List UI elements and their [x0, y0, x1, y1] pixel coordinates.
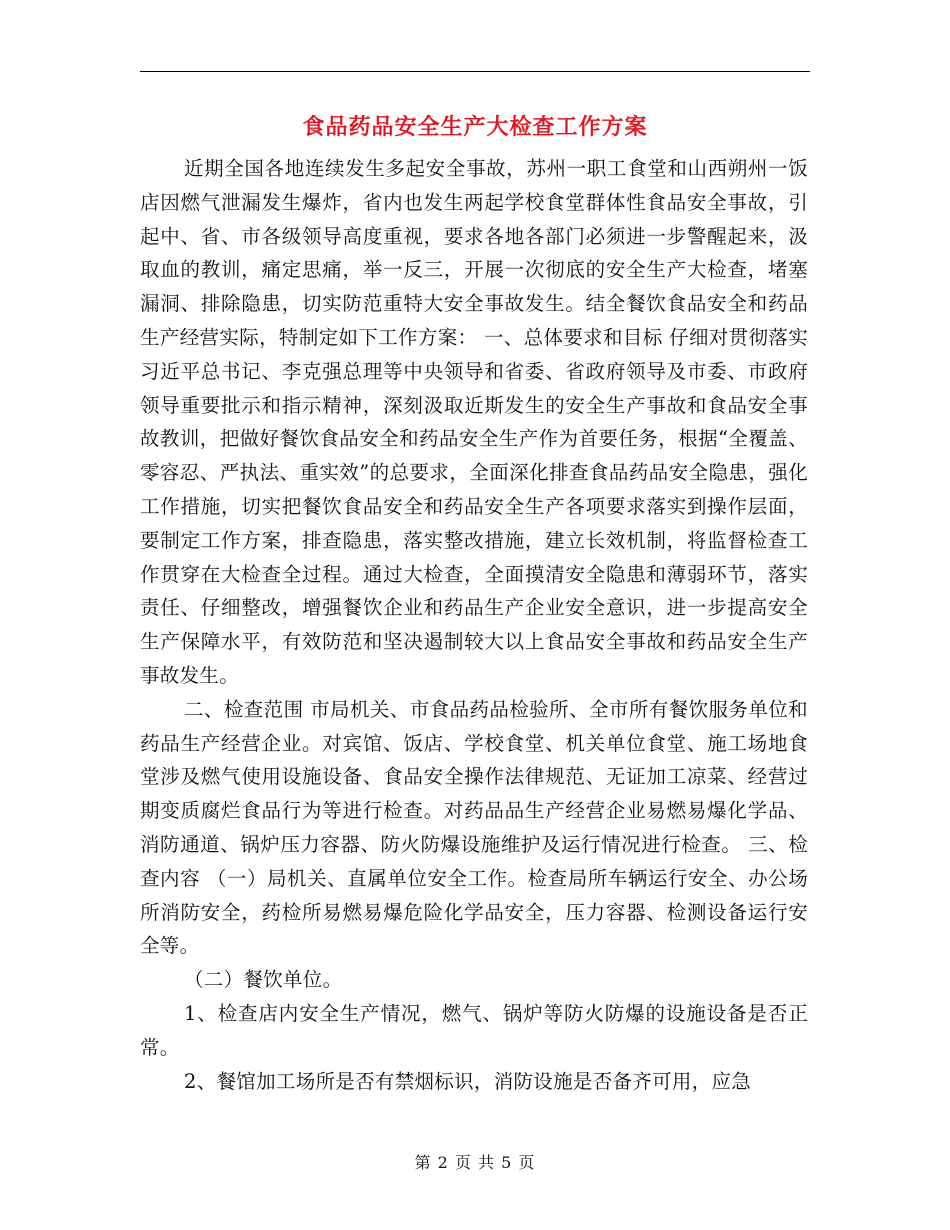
paragraph-item-1: 1、检查店内安全生产情况，燃气、锅炉等防火防爆的设施设备是否正常。	[140, 1001, 808, 1059]
document-title: 食品药品安全生产大检查工作方案	[302, 114, 648, 140]
page-number: 第 2 页 共 5 页	[414, 1153, 536, 1172]
paragraph-catering-heading: （二）餐饮单位。	[184, 968, 343, 992]
header-rule	[140, 71, 810, 72]
paragraph-intro: 近期全国各地连续发生多起安全事故，苏州一职工食堂和山西朔州一饭店因燃气泄漏发生爆炸，省内也发生两起学校食堂群体性食品安全事故，引起中、省、市各级领导高度重视，要求各地各部门必须进一步警醒起来，汲取血的教训，痛定思痛，举一反三，开展一次彻底的安全生产大检查，堵塞漏洞、排除隐患，切实防范重特大安全事故发生。结全餐饮食品安全和药品生产经营实际，特制定如下工作方案： 一、总体要求和目标 仔细对贯彻落实习近平总书记、李克强总理等中央领导和省委、省政府领导及市委、市政府领导重要批示和指示精神，深刻汲取近斯发生的安全生产事故和食品安全事故教训，把做好餐饮食品安全和药品安全生产作为首要任务，根据“全覆盖、零容忍、严执法、重实效”的总要求，全面深化排查食品药品安全隐患，强化工作措施，切实把餐饮食品安全和药品安全生产各项要求落实到操作层面，要制定工作方案，排查隐患，落实整改措施，建立长效机制，将监督检查工作贯穿在大检查全过程。通过大检查，全面摸清安全隐患和薄弱环节，落实责任、仔细整改，增强餐饮企业和药品生产企业安全意识，进一步提高安全生产保障水平，有效防范和坚决遏制较大以上食品安全事故和药品安全生产事故发生。	[140, 157, 808, 687]
paragraph-item-2: 2、餐馆加工场所是否有禁烟标识，消防设施是否备齐可用，应急	[184, 1069, 752, 1093]
paragraph-scope: 二、检查范围 市局机关、市食品药品检验所、全市所有餐饮服务单位和药品生产经营企业。对宾馆、饭店、学校食堂、机关单位食堂、施工场地食堂涉及燃气使用设施设备、食品安全操作法律规范、无证加工凉菜、经营过期变质腐烂食品行为等进行检查。对药品品生产经营企业易燃易爆化学品、消防通道、锅炉压力容器、防火防爆设施维护及运行情况进行检查。 三、检查内容 （一）局机关、直属单位安全工作。检查局所车辆运行安全、办公场所消防安全，药检所易燃易爆危险化学品安全，压力容器、检测设备运行安全等。	[140, 697, 808, 958]
document-body	[140, 152, 808, 1098]
